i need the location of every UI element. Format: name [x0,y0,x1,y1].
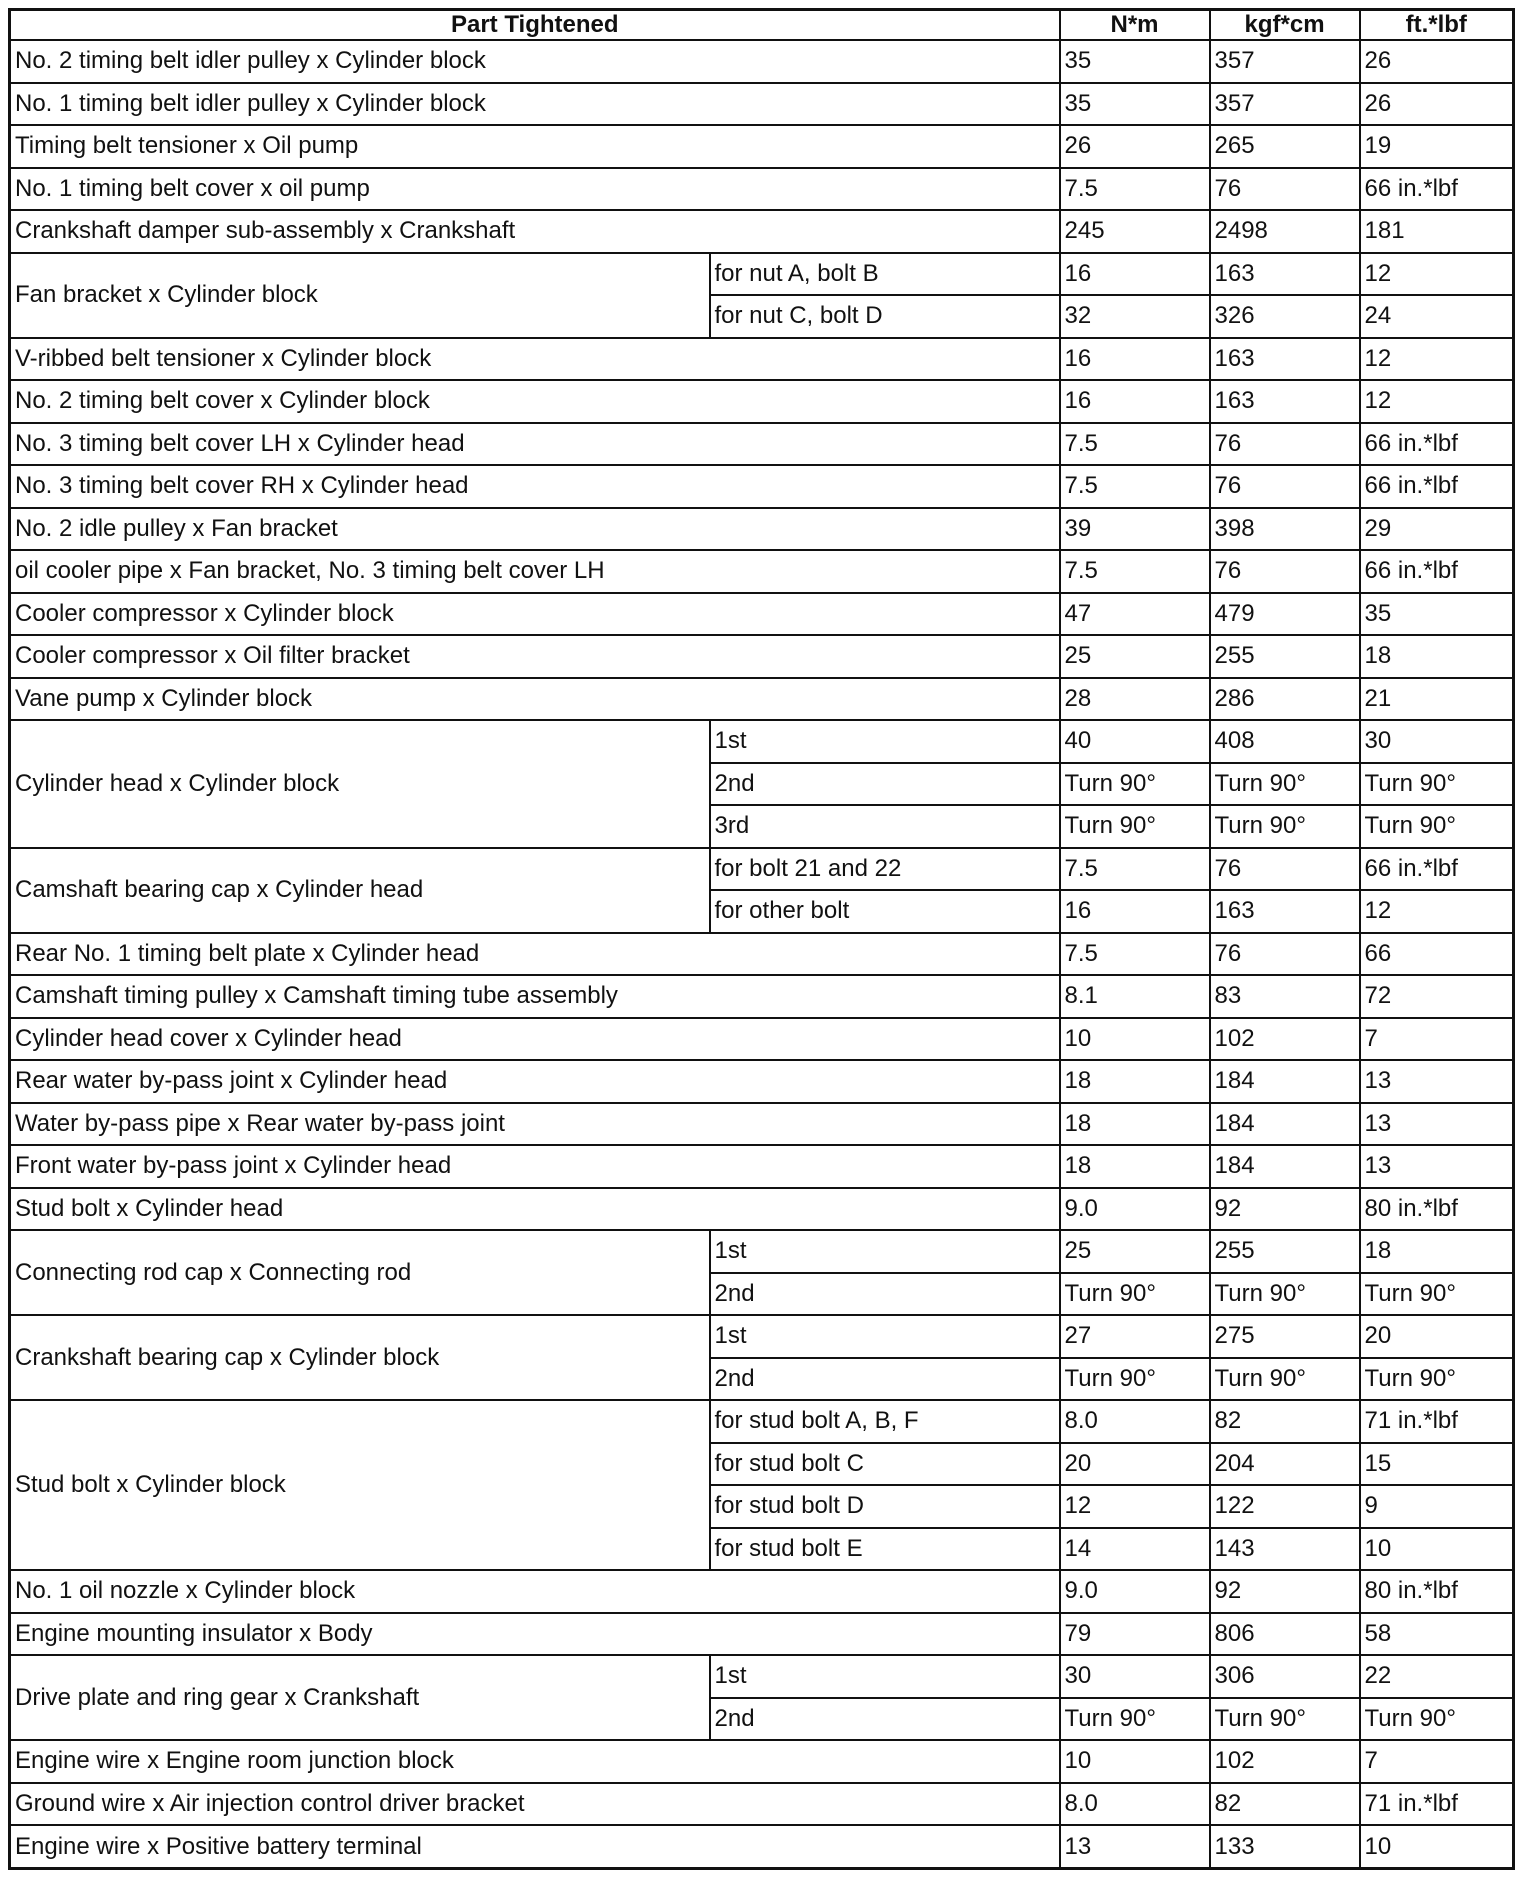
part-cell: Camshaft bearing cap x Cylinder head [10,848,710,933]
ftlbf-cell: 12 [1360,380,1514,423]
table-row [10,848,1514,891]
kgfcm-cell: 357 [1210,83,1360,126]
table-row [10,1570,1514,1613]
table-row [10,678,1514,721]
nm-cell: 8.0 [1060,1400,1210,1443]
part-cell: Connecting rod cap x Connecting rod [10,1230,710,1315]
nm-cell: 32 [1060,295,1210,338]
table-row [10,550,1514,593]
ftlbf-cell: 22 [1360,1655,1514,1698]
ftlbf-cell: 181 [1360,210,1514,253]
kgfcm-cell: 408 [1210,720,1360,763]
nm-cell: 16 [1060,253,1210,296]
ftlbf-cell: 30 [1360,720,1514,763]
table-row [10,125,1514,168]
nm-cell: 7.5 [1060,933,1210,976]
header-ftlbf: ft.*lbf [1360,10,1514,41]
ftlbf-cell: 80 in.*lbf [1360,1188,1514,1231]
nm-cell: Turn 90° [1060,1273,1210,1316]
condition-cell: for bolt 21 and 22 [710,848,1060,891]
nm-cell: 28 [1060,678,1210,721]
ftlbf-cell: 66 in.*lbf [1360,168,1514,211]
condition-cell: 1st [710,1655,1060,1698]
condition-cell: for nut A, bolt B [710,253,1060,296]
condition-cell: 2nd [710,1358,1060,1401]
kgfcm-cell: 2498 [1210,210,1360,253]
condition-cell: for nut C, bolt D [710,295,1060,338]
nm-cell: 245 [1060,210,1210,253]
table-row [10,1018,1514,1061]
nm-cell: 35 [1060,83,1210,126]
part-cell: oil cooler pipe x Fan bracket, No. 3 timing belt cover LH [10,550,1060,593]
condition-cell: 3rd [710,805,1060,848]
part-cell: Stud bolt x Cylinder block [10,1400,710,1570]
nm-cell: 14 [1060,1528,1210,1571]
table-row [10,1655,1514,1698]
ftlbf-cell: 80 in.*lbf [1360,1570,1514,1613]
kgfcm-cell: 184 [1210,1103,1360,1146]
ftlbf-cell: 66 in.*lbf [1360,848,1514,891]
ftlbf-cell: 29 [1360,508,1514,551]
ftlbf-cell: 18 [1360,635,1514,678]
part-cell: Camshaft timing pulley x Camshaft timing tube assembly [10,975,1060,1018]
table-row [10,1145,1514,1188]
ftlbf-cell: 66 in.*lbf [1360,423,1514,466]
kgfcm-cell: 76 [1210,168,1360,211]
part-cell: Engine mounting insulator x Body [10,1613,1060,1656]
kgfcm-cell: Turn 90° [1210,1358,1360,1401]
kgfcm-cell: 163 [1210,890,1360,933]
ftlbf-cell: 18 [1360,1230,1514,1273]
nm-cell: 16 [1060,890,1210,933]
kgfcm-cell: 143 [1210,1528,1360,1571]
ftlbf-cell: 71 in.*lbf [1360,1783,1514,1826]
kgfcm-cell: 479 [1210,593,1360,636]
kgfcm-cell: 357 [1210,40,1360,83]
table-row [10,635,1514,678]
kgfcm-cell: 76 [1210,848,1360,891]
ftlbf-cell: 72 [1360,975,1514,1018]
condition-cell: 2nd [710,1698,1060,1741]
condition-cell: 1st [710,720,1060,763]
condition-cell: for stud bolt E [710,1528,1060,1571]
table-row [10,1825,1514,1869]
kgfcm-cell: 92 [1210,1570,1360,1613]
table-row [10,508,1514,551]
nm-cell: Turn 90° [1060,763,1210,806]
condition-cell: for other bolt [710,890,1060,933]
ftlbf-cell: Turn 90° [1360,763,1514,806]
nm-cell: 9.0 [1060,1570,1210,1613]
nm-cell: 13 [1060,1825,1210,1869]
ftlbf-cell: 20 [1360,1315,1514,1358]
condition-cell: 1st [710,1315,1060,1358]
kgfcm-cell: Turn 90° [1210,763,1360,806]
table-row [10,465,1514,508]
kgfcm-cell: 76 [1210,423,1360,466]
part-cell: Cylinder head x Cylinder block [10,720,710,848]
header-nm: N*m [1060,10,1210,41]
nm-cell: 10 [1060,1740,1210,1783]
kgfcm-cell: Turn 90° [1210,1273,1360,1316]
table-row [10,1103,1514,1146]
part-cell: Drive plate and ring gear x Crankshaft [10,1655,710,1740]
kgfcm-cell: 102 [1210,1018,1360,1061]
table-row [10,933,1514,976]
kgfcm-cell: 76 [1210,933,1360,976]
ftlbf-cell: 66 [1360,933,1514,976]
table-row [10,83,1514,126]
nm-cell: 79 [1060,1613,1210,1656]
ftlbf-cell: 12 [1360,890,1514,933]
kgfcm-cell: Turn 90° [1210,1698,1360,1741]
table-row [10,975,1514,1018]
nm-cell: 39 [1060,508,1210,551]
ftlbf-cell: 24 [1360,295,1514,338]
nm-cell: 7.5 [1060,848,1210,891]
header-part-tightened: Part Tightened [10,10,1060,41]
part-cell: Fan bracket x Cylinder block [10,253,710,338]
ftlbf-cell: 66 in.*lbf [1360,465,1514,508]
kgfcm-cell: 163 [1210,253,1360,296]
ftlbf-cell: 71 in.*lbf [1360,1400,1514,1443]
table-row [10,1060,1514,1103]
kgfcm-cell: 82 [1210,1783,1360,1826]
table-row [10,210,1514,253]
kgfcm-cell: 102 [1210,1740,1360,1783]
ftlbf-cell: 12 [1360,253,1514,296]
ftlbf-cell: 35 [1360,593,1514,636]
nm-cell: 8.1 [1060,975,1210,1018]
part-cell: Cooler compressor x Oil filter bracket [10,635,1060,678]
nm-cell: 18 [1060,1103,1210,1146]
part-cell: No. 3 timing belt cover RH x Cylinder head [10,465,1060,508]
table-row [10,1230,1514,1273]
kgfcm-cell: 163 [1210,338,1360,381]
table-row [10,1783,1514,1826]
ftlbf-cell: 13 [1360,1145,1514,1188]
table-row [10,593,1514,636]
ftlbf-cell: Turn 90° [1360,1698,1514,1741]
part-cell: Cooler compressor x Cylinder block [10,593,1060,636]
nm-cell: 8.0 [1060,1783,1210,1826]
ftlbf-cell: 10 [1360,1825,1514,1869]
ftlbf-cell: 12 [1360,338,1514,381]
part-cell: Cylinder head cover x Cylinder head [10,1018,1060,1061]
part-cell: Engine wire x Engine room junction block [10,1740,1060,1783]
nm-cell: 10 [1060,1018,1210,1061]
kgfcm-cell: 133 [1210,1825,1360,1869]
nm-cell: 16 [1060,380,1210,423]
table-row [10,253,1514,296]
kgfcm-cell: 204 [1210,1443,1360,1486]
table-row [10,380,1514,423]
part-cell: Engine wire x Positive battery terminal [10,1825,1060,1869]
part-cell: Water by-pass pipe x Rear water by-pass joint [10,1103,1060,1146]
kgfcm-cell: 306 [1210,1655,1360,1698]
nm-cell: 12 [1060,1485,1210,1528]
part-cell: V-ribbed belt tensioner x Cylinder block [10,338,1060,381]
table-row [10,168,1514,211]
kgfcm-cell: 184 [1210,1060,1360,1103]
nm-cell: 18 [1060,1145,1210,1188]
kgfcm-cell: 82 [1210,1400,1360,1443]
ftlbf-cell: 13 [1360,1060,1514,1103]
kgfcm-cell: 92 [1210,1188,1360,1231]
nm-cell: 35 [1060,40,1210,83]
kgfcm-cell: 184 [1210,1145,1360,1188]
ftlbf-cell: 66 in.*lbf [1360,550,1514,593]
part-cell: No. 1 timing belt idler pulley x Cylinder block [10,83,1060,126]
ftlbf-cell: 26 [1360,83,1514,126]
nm-cell: Turn 90° [1060,1698,1210,1741]
kgfcm-cell: 326 [1210,295,1360,338]
table-row [10,1315,1514,1358]
part-cell: No. 2 timing belt cover x Cylinder block [10,380,1060,423]
nm-cell: 25 [1060,635,1210,678]
table-row [10,338,1514,381]
nm-cell: Turn 90° [1060,1358,1210,1401]
kgfcm-cell: 806 [1210,1613,1360,1656]
condition-cell: for stud bolt A, B, F [710,1400,1060,1443]
nm-cell: 16 [1060,338,1210,381]
table-body [10,40,1514,1869]
nm-cell: 7.5 [1060,465,1210,508]
torque-spec-table [8,8,1515,1870]
table-row [10,40,1514,83]
part-cell: No. 1 timing belt cover x oil pump [10,168,1060,211]
table-row [10,1740,1514,1783]
nm-cell: Turn 90° [1060,805,1210,848]
part-cell: Stud bolt x Cylinder head [10,1188,1060,1231]
ftlbf-cell: Turn 90° [1360,1273,1514,1316]
table-row [10,423,1514,466]
condition-cell: for stud bolt C [710,1443,1060,1486]
part-cell: No. 1 oil nozzle x Cylinder block [10,1570,1060,1613]
nm-cell: 20 [1060,1443,1210,1486]
ftlbf-cell: Turn 90° [1360,1358,1514,1401]
part-cell: Crankshaft damper sub-assembly x Crankshaft [10,210,1060,253]
part-cell: Front water by-pass joint x Cylinder head [10,1145,1060,1188]
ftlbf-cell: 7 [1360,1740,1514,1783]
nm-cell: 7.5 [1060,423,1210,466]
ftlbf-cell: 10 [1360,1528,1514,1571]
kgfcm-cell: 398 [1210,508,1360,551]
kgfcm-cell: 76 [1210,550,1360,593]
nm-cell: 7.5 [1060,168,1210,211]
ftlbf-cell: 7 [1360,1018,1514,1061]
kgfcm-cell: Turn 90° [1210,805,1360,848]
kgfcm-cell: 275 [1210,1315,1360,1358]
table-row [10,1188,1514,1231]
kgfcm-cell: 163 [1210,380,1360,423]
condition-cell: for stud bolt D [710,1485,1060,1528]
nm-cell: 27 [1060,1315,1210,1358]
nm-cell: 9.0 [1060,1188,1210,1231]
table-row [10,720,1514,763]
table-row [10,1400,1514,1443]
kgfcm-cell: 255 [1210,1230,1360,1273]
condition-cell: 2nd [710,763,1060,806]
header-kgfcm: kgf*cm [1210,10,1360,41]
nm-cell: 25 [1060,1230,1210,1273]
condition-cell: 1st [710,1230,1060,1273]
part-cell: No. 3 timing belt cover LH x Cylinder head [10,423,1060,466]
nm-cell: 47 [1060,593,1210,636]
condition-cell: 2nd [710,1273,1060,1316]
nm-cell: 26 [1060,125,1210,168]
ftlbf-cell: 15 [1360,1443,1514,1486]
ftlbf-cell: Turn 90° [1360,805,1514,848]
kgfcm-cell: 76 [1210,465,1360,508]
nm-cell: 7.5 [1060,550,1210,593]
nm-cell: 18 [1060,1060,1210,1103]
part-cell: Rear water by-pass joint x Cylinder head [10,1060,1060,1103]
part-cell: No. 2 timing belt idler pulley x Cylinder block [10,40,1060,83]
kgfcm-cell: 286 [1210,678,1360,721]
part-cell: Vane pump x Cylinder block [10,678,1060,721]
ftlbf-cell: 9 [1360,1485,1514,1528]
ftlbf-cell: 26 [1360,40,1514,83]
part-cell: Timing belt tensioner x Oil pump [10,125,1060,168]
ftlbf-cell: 13 [1360,1103,1514,1146]
part-cell: No. 2 idle pulley x Fan bracket [10,508,1060,551]
kgfcm-cell: 122 [1210,1485,1360,1528]
ftlbf-cell: 58 [1360,1613,1514,1656]
kgfcm-cell: 265 [1210,125,1360,168]
header-row [10,10,1514,41]
ftlbf-cell: 21 [1360,678,1514,721]
table-row [10,1613,1514,1656]
kgfcm-cell: 255 [1210,635,1360,678]
nm-cell: 30 [1060,1655,1210,1698]
ftlbf-cell: 19 [1360,125,1514,168]
nm-cell: 40 [1060,720,1210,763]
part-cell: Ground wire x Air injection control driver bracket [10,1783,1060,1826]
part-cell: Crankshaft bearing cap x Cylinder block [10,1315,710,1400]
part-cell: Rear No. 1 timing belt plate x Cylinder head [10,933,1060,976]
kgfcm-cell: 83 [1210,975,1360,1018]
